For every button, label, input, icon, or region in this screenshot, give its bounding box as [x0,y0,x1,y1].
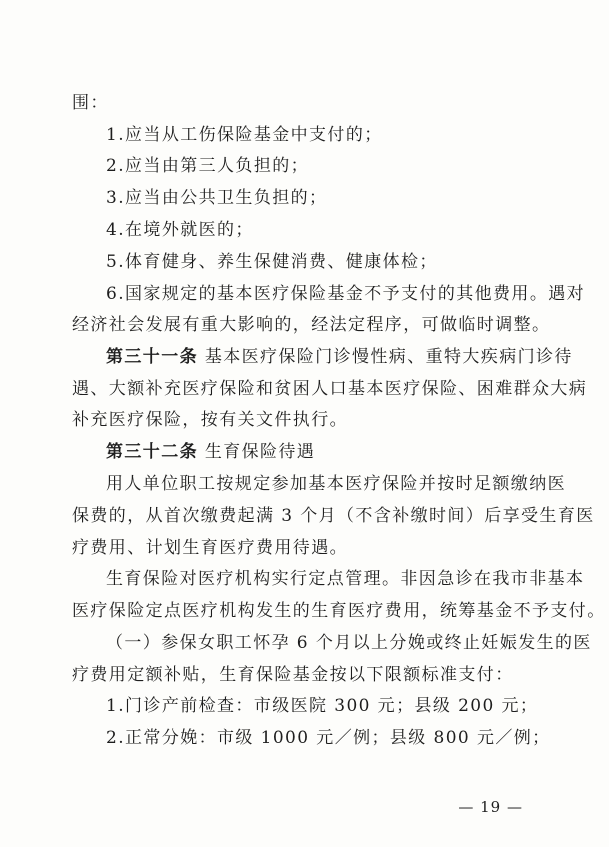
list-item: 3.应当由公共卫生负担的； [106,188,328,208]
paragraph-article-32 [106,441,315,463]
article-text: 生育保险待遇 [204,442,316,462]
article-heading: 第三十一条 [106,347,198,367]
text-line: 疗费用定额补贴，生育保险基金按以下限额标准支付： [72,665,514,685]
list-item: 6.国家规定的基本医疗保险基金不予支付的其他费用。遇对 [106,284,586,304]
list-item: 2.正常分娩：市级 1000 元／例；县级 800 元／例； [106,728,551,748]
text-line: 围： [72,93,109,113]
list-item: 1.门诊产前检查：市级医院 300 元；县级 200 元； [106,696,539,716]
list-item: 4.在境外就医的； [106,220,254,240]
text-line: 保费的，从首次缴费起满 3 个月（不含补缴时间）后享受生育医 [72,506,595,526]
text-line: 经济社会发展有重大影响的，经法定程序，可做临时调整。 [72,315,551,335]
text-line: （一）参保女职工怀孕 6 个月以上分娩或终止妊娠发生的医 [106,633,592,653]
article-text: 基本医疗保险门诊慢性病、重特大疾病门诊待 [204,347,573,367]
text-line: 遇、大额补充医疗保险和贫困人口基本医疗保险、困难群众大病 [72,379,588,399]
article-heading: 第三十二条 [106,442,198,462]
paragraph-article-31 [106,346,573,368]
text-line: 补充医疗保险，按有关文件执行。 [72,410,348,430]
page-number: — 19 — [458,798,523,816]
list-item: 2.应当由第三人负担的； [106,156,310,176]
list-item: 1.应当从工伤保险基金中支付的； [106,125,383,145]
text-line: 医疗保险定点医疗机构发生的生育医疗费用，统筹基金不予支付。 [72,601,606,621]
text-line: 生育保险对医疗机构实行定点管理。非因急诊在我市非基本 [106,569,585,589]
list-item: 5.体育健身、养生保健消费、健康体检； [106,252,438,272]
text-line: 疗费用、计划生育医疗费用待遇。 [72,538,348,558]
text-line: 用人单位职工按规定参加基本医疗保险并按时足额缴纳医 [106,474,566,494]
